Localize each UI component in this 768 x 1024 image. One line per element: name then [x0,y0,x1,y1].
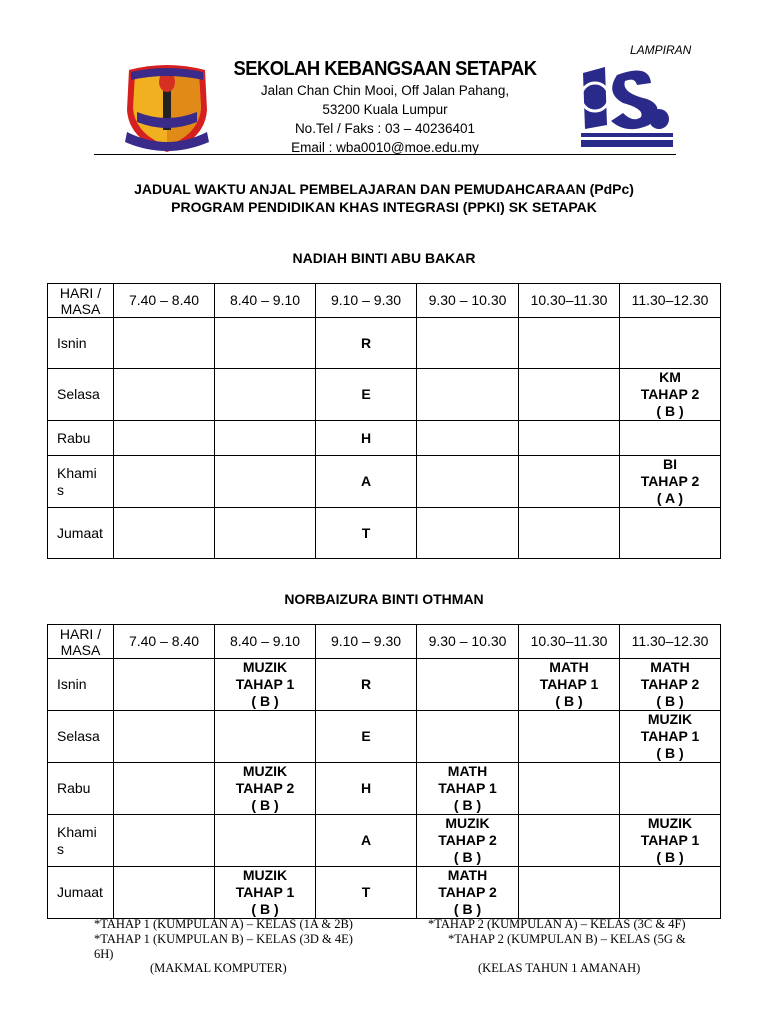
schedule-cell [215,369,316,421]
schedule-cell [519,711,620,763]
schedule-cell-line: BI [663,456,677,472]
column-header: 9.10 – 9.30 [316,625,417,659]
table-row [48,456,721,508]
note-tahap1-a: *TAHAP 1 (KUMPULAN A) – KELAS (1A & 2B) [94,917,353,931]
schedule-cell [519,508,620,559]
note-kelas-tahun1: (KELAS TAHUN 1 AMANAH) [478,961,641,975]
school-email: Email : wba0010@moe.edu.my [291,140,479,155]
schedule-cell [417,318,519,369]
schedule-cell-line: TAHAP 2 [438,832,497,848]
document-title-line1: JADUAL WAKTU ANJAL PEMBELAJARAN DAN PEMUDAHCARAAN (PdPc) [134,181,634,197]
schedule-cell-line: TAHAP 1 [235,676,295,692]
lampiran-label: LAMPIRAN [630,43,692,57]
column-header: 11.30–12.30 [620,625,721,659]
schedule-cell [114,867,215,919]
rehat-cell: A [316,456,417,508]
day-cell: Khami s [48,815,114,867]
schedule-cell [114,421,215,456]
schedule-cell [114,711,215,763]
table-row [48,659,721,711]
table-row [48,508,721,559]
rehat-cell: H [316,421,417,456]
schedule-cell [620,508,721,559]
schedule-cell [215,318,316,369]
schedule-cell [215,815,316,867]
column-header: 9.10 – 9.30 [316,284,417,318]
schedule-cell-line: MUZIK [445,815,490,831]
day-cell: Rabu [48,763,114,815]
rehat-cell: E [316,369,417,421]
schedule-cell [519,456,620,508]
schedule-cell [620,456,721,508]
schedule-cell [114,318,215,369]
schedule-cell [114,369,215,421]
schedule-cell [114,659,215,711]
schedule-cell [620,659,721,711]
schedule-cell-line: MUZIK [242,867,288,883]
schedule-cell-line: TAHAP 1 [438,780,497,796]
schedule-cell [215,711,316,763]
column-header: 8.40 – 9.10 [215,284,316,318]
schedule-cell-line: ( B ) [453,797,482,813]
table-row [48,318,721,369]
schedule-cell [215,456,316,508]
schedule-cell [417,421,519,456]
schedule-cell [417,369,519,421]
schedule-cell-line: MUZIK [647,711,693,727]
table-row [48,815,721,867]
schedule-cell [114,815,215,867]
school-phone: No.Tel / Faks : 03 – 40236401 [294,121,476,136]
schedule-cell-line: TAHAP 2 [640,676,700,692]
schedule-cell [620,369,721,421]
teacher-name-1: NADIAH BINTI ABU BAKAR [292,250,476,266]
rehat-cell: T [316,867,417,919]
schedule-cell [519,659,620,711]
schedule-cell [620,815,721,867]
rehat-cell: E [316,711,417,763]
schedule-cell [519,763,620,815]
schedule-cell [114,763,215,815]
schedule-cell-line: TAHAP 1 [640,728,700,744]
note-tahap2-b: *TAHAP 2 (KUMPULAN B) – KELAS (5G & [448,932,686,946]
schedule-cell [417,763,519,815]
schedule-cell [114,508,215,559]
schedule-cell-line: ( B ) [453,849,482,865]
column-header: 7.40 – 8.40 [114,284,215,318]
schedule-cell [417,867,519,919]
rehat-cell: H [316,763,417,815]
schedule-cell-line: TAHAP 1 [640,832,700,848]
column-header: HARI / MASA [48,284,114,318]
table-row [48,763,721,815]
day-cell: Khami s [48,456,114,508]
schedule-cell [519,318,620,369]
column-header: 11.30–12.30 [620,284,721,318]
schedule-cell-line: KM [659,369,681,385]
schedule-cell [215,763,316,815]
column-header: 9.30 – 10.30 [417,625,519,659]
schedule-cell [215,421,316,456]
anniversary-logo [577,63,677,149]
schedule-cell-line: ( A ) [656,490,684,506]
schedule-cell-line: MUZIK [242,763,288,779]
schedule-cell-line: ( B ) [251,901,279,917]
rehat-cell: R [316,318,417,369]
schedule-cell [417,815,519,867]
timetable-2 [47,624,721,919]
schedule-cell-line: MATH [447,867,488,883]
schedule-cell-line: TAHAP 1 [539,676,599,692]
table-row [48,711,721,763]
rehat-cell: T [316,508,417,559]
schedule-cell [215,867,316,919]
day-cell: Jumaat [48,508,114,559]
note-tahap1-b-cont: 6H) [94,947,114,961]
day-cell: Isnin [48,659,114,711]
schedule-cell-line: TAHAP 2 [640,473,700,489]
schedule-cell-line: ( B ) [656,745,684,761]
schedule-cell [417,508,519,559]
schedule-cell [417,659,519,711]
day-cell: Jumaat [48,867,114,919]
schedule-cell-line: TAHAP 2 [235,780,295,796]
schedule-cell-line: MUZIK [242,659,288,675]
schedule-cell-line: ( B ) [453,901,482,917]
schedule-cell-line: MATH [447,763,488,779]
day-cell: Selasa [48,711,114,763]
schedule-cell-line: ( B ) [555,693,583,709]
table-row [48,421,721,456]
schedule-cell [519,369,620,421]
schedule-cell [215,508,316,559]
schedule-cell-line: ( B ) [251,797,279,813]
table-row [48,867,721,919]
column-header: 10.30–11.30 [519,284,620,318]
teacher-name-2: NORBAIZURA BINTI OTHMAN [284,591,484,607]
header-divider [94,154,676,155]
schedule-cell-line: ( B ) [656,693,684,709]
day-cell: Isnin [48,318,114,369]
note-makmal-komputer: (MAKMAL KOMPUTER) [150,961,287,975]
schedule-cell [620,421,721,456]
column-header: 8.40 – 9.10 [215,625,316,659]
schedule-cell-line: MUZIK [647,815,693,831]
column-header: 10.30–11.30 [519,625,620,659]
schedule-cell [620,711,721,763]
schedule-cell-line: TAHAP 2 [438,884,497,900]
column-header: 9.30 – 10.30 [417,284,519,318]
schedule-cell [114,456,215,508]
note-tahap1-b: *TAHAP 1 (KUMPULAN B) – KELAS (3D & 4E) [94,932,353,946]
rehat-cell: A [316,815,417,867]
table-row [48,369,721,421]
schedule-cell-line: MATH [549,659,589,675]
note-tahap2-a: *TAHAP 2 (KUMPULAN A) – KELAS (3C & 4F) [428,917,686,931]
school-address-line1: Jalan Chan Chin Mooi, Off Jalan Pahang, [260,83,510,98]
schedule-cell-line: MATH [650,659,690,675]
schedule-cell [519,867,620,919]
column-header: 7.40 – 8.40 [114,625,215,659]
rehat-cell: R [316,659,417,711]
schedule-cell-line: ( B ) [251,693,279,709]
schedule-cell [519,815,620,867]
schedule-cell-line: ( B ) [656,849,684,865]
schedule-cell-line: TAHAP 1 [235,884,295,900]
schedule-cell-line: TAHAP 2 [640,386,700,402]
schedule-cell [620,867,721,919]
schedule-cell [417,456,519,508]
schedule-cell [519,421,620,456]
column-header: HARI / MASA [48,625,114,659]
timetable-1 [47,283,721,559]
day-cell: Rabu [48,421,114,456]
document-title-line2: PROGRAM PENDIDIKAN KHAS INTEGRASI (PPKI) SK SETAPAK [171,199,597,215]
schedule-cell-line: ( B ) [656,403,684,419]
day-cell: Selasa [48,369,114,421]
schedule-cell [417,711,519,763]
schedule-cell [620,318,721,369]
schedule-cell [215,659,316,711]
school-address-line2: 53200 Kuala Lumpur [322,102,448,117]
school-name: SEKOLAH KEBANGSAAN SETAPAK [233,58,537,80]
schedule-cell [620,763,721,815]
